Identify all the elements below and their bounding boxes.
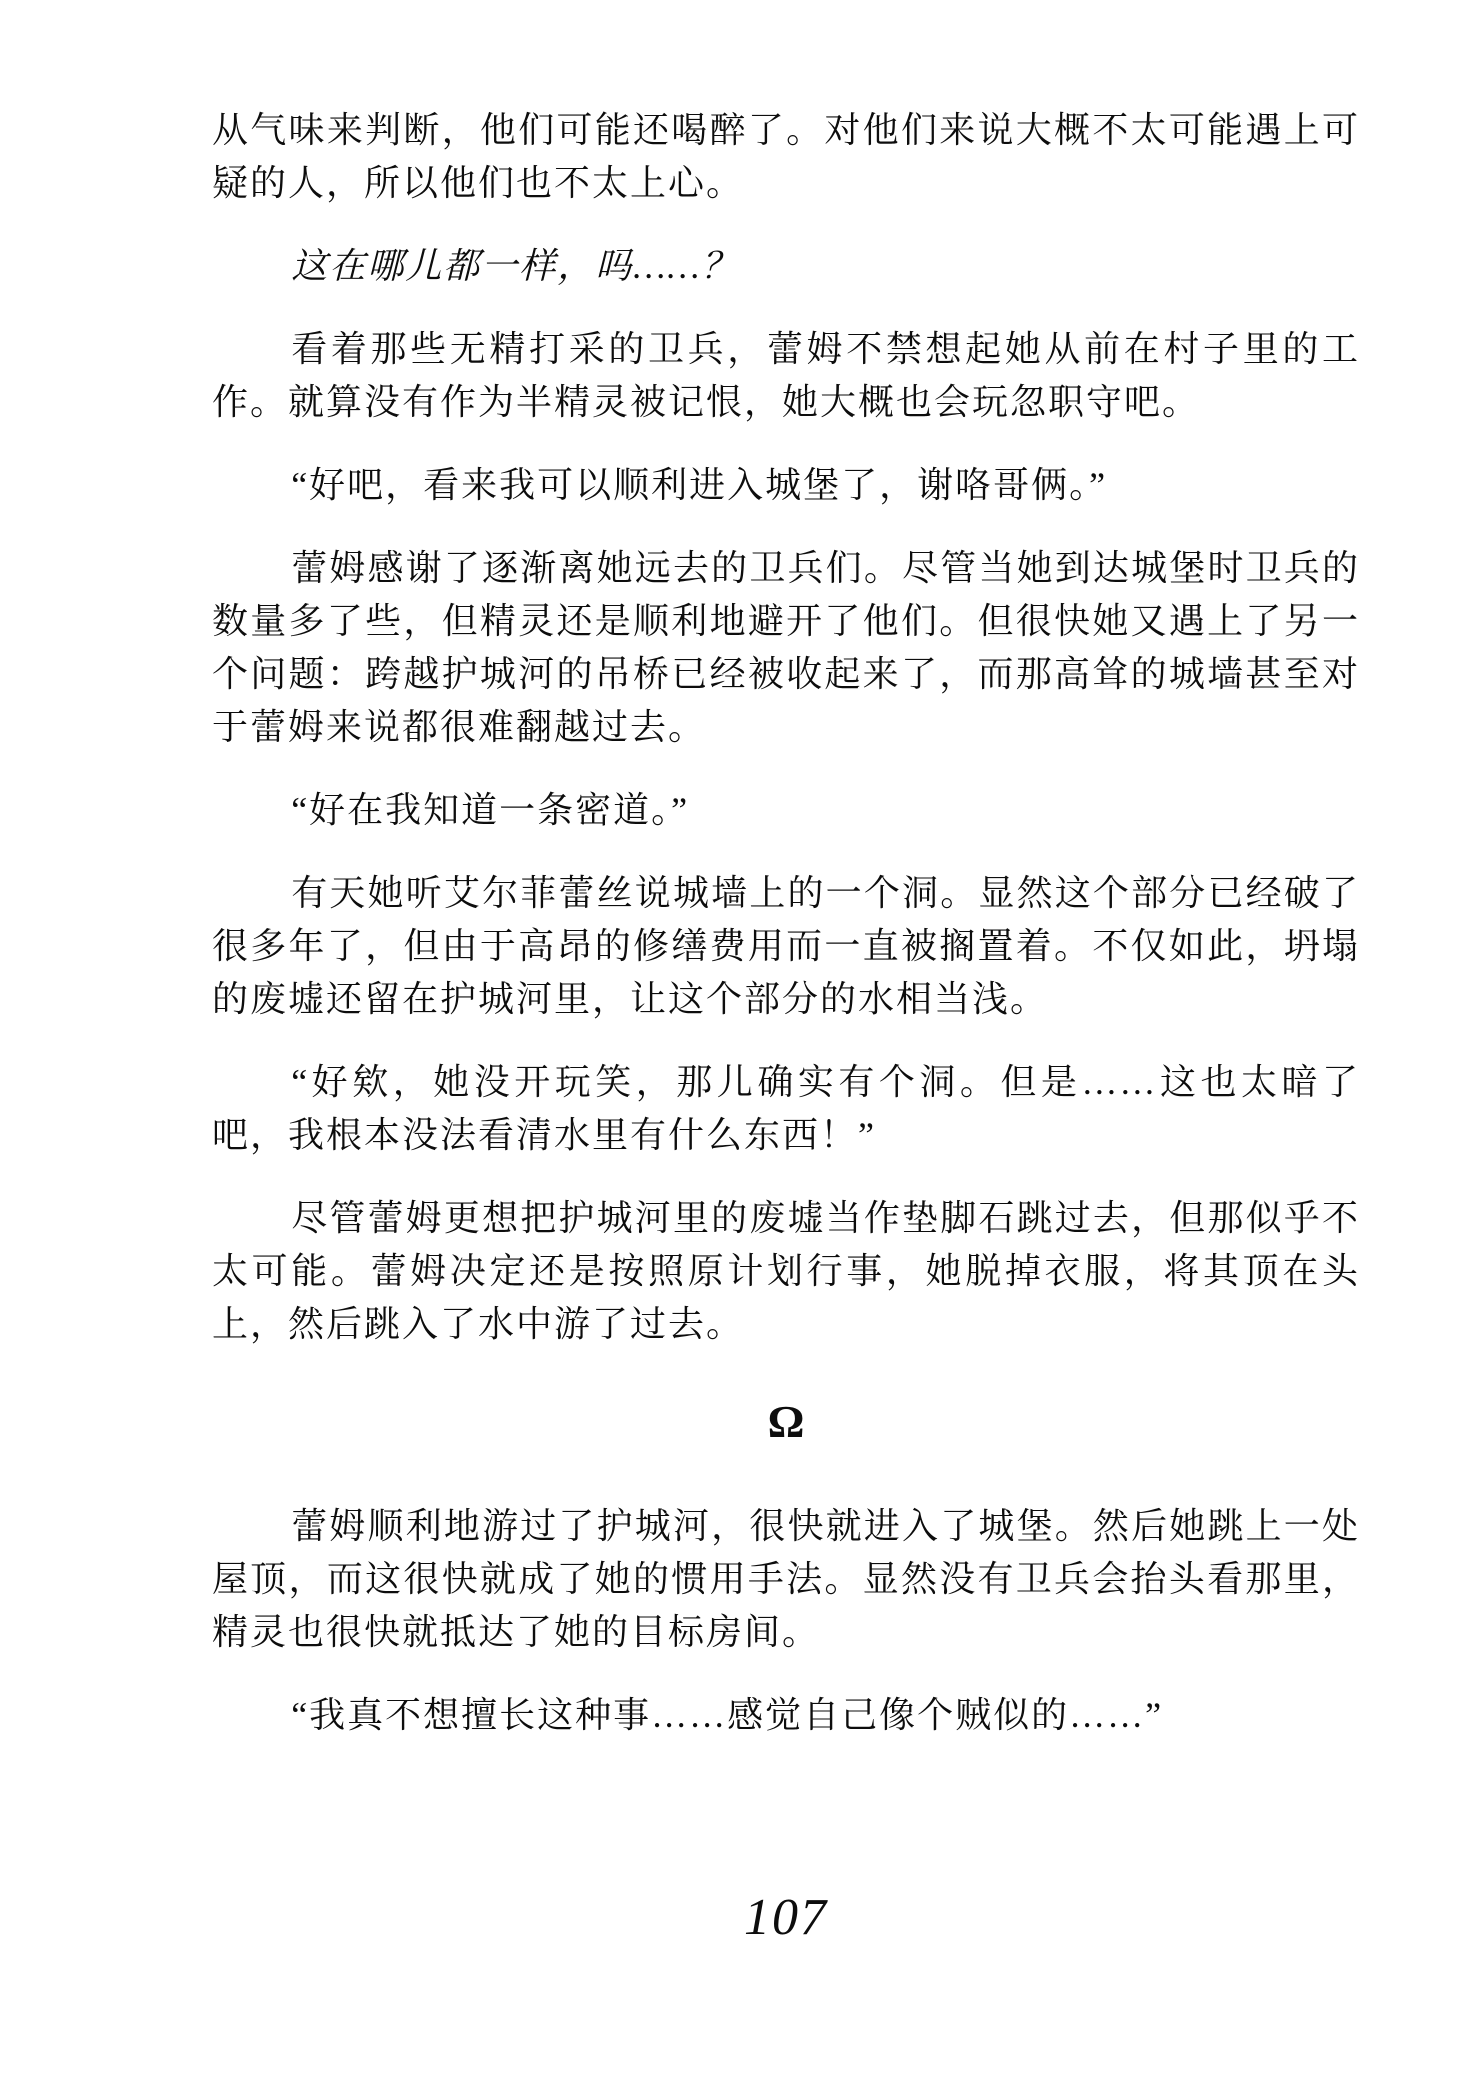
page-number: 107 [744, 1889, 828, 1946]
body-paragraph: 看着那些无精打采的卫兵，蕾姆不禁想起她从前在村子里的工作。就算没有作为半精灵被记恨，她大概也会玩忽职守吧。 [212, 329, 1360, 422]
section-divider-omega: Ω [767, 1396, 805, 1447]
dialogue-paragraph: “我真不想擅长这种事……感觉自己像个贼似的……” [291, 1695, 1164, 1735]
thought-paragraph: 这在哪儿都一样，吗……？ [291, 246, 740, 286]
dialogue-paragraph: “好在我知道一条密道。” [291, 790, 690, 830]
body-paragraph: 尽管蕾姆更想把护城河里的废墟当作垫脚石跳过去，但那似乎不太可能。蕾姆决定还是按照原计划行事，她脱掉衣服，将其顶在头上，然后跳入了水中游了过去。 [212, 1198, 1360, 1344]
body-paragraph: 有天她听艾尔菲蕾丝说城墙上的一个洞。显然这个部分已经破了很多年了，但由于高昂的修缮费用而一直被搁置着。不仅如此，坍塌的废墟还留在护城河里，让这个部分的水相当浅。 [212, 873, 1360, 1019]
dialogue-paragraph: “好欸，她没开玩笑，那儿确实有个洞。但是……这也太暗了吧，我根本没法看清水里有什么东西！” [212, 1062, 1360, 1155]
dialogue-paragraph: “好吧，看来我可以顺利进入城堡了，谢咯哥俩。” [291, 465, 1108, 505]
body-paragraph: 蕾姆感谢了逐渐离她远去的卫兵们。尽管当她到达城堡时卫兵的数量多了些，但精灵还是顺利地避开了他们。但很快她又遇上了另一个问题：跨越护城河的吊桥已经被收起来了，而那高耸的城墙甚至对于蕾姆来说都很难翻越过去。 [212, 548, 1360, 747]
body-paragraph: 蕾姆顺利地游过了护城河，很快就进入了城堡。然后她跳上一处屋顶，而这很快就成了她的惯用手法。显然没有卫兵会抬头看那里，精灵也很快就抵达了她的目标房间。 [212, 1506, 1360, 1652]
body-paragraph: 从气味来判断，他们可能还喝醉了。对他们来说大概不太可能遇上可疑的人，所以他们也不太上心。 [212, 110, 1360, 203]
